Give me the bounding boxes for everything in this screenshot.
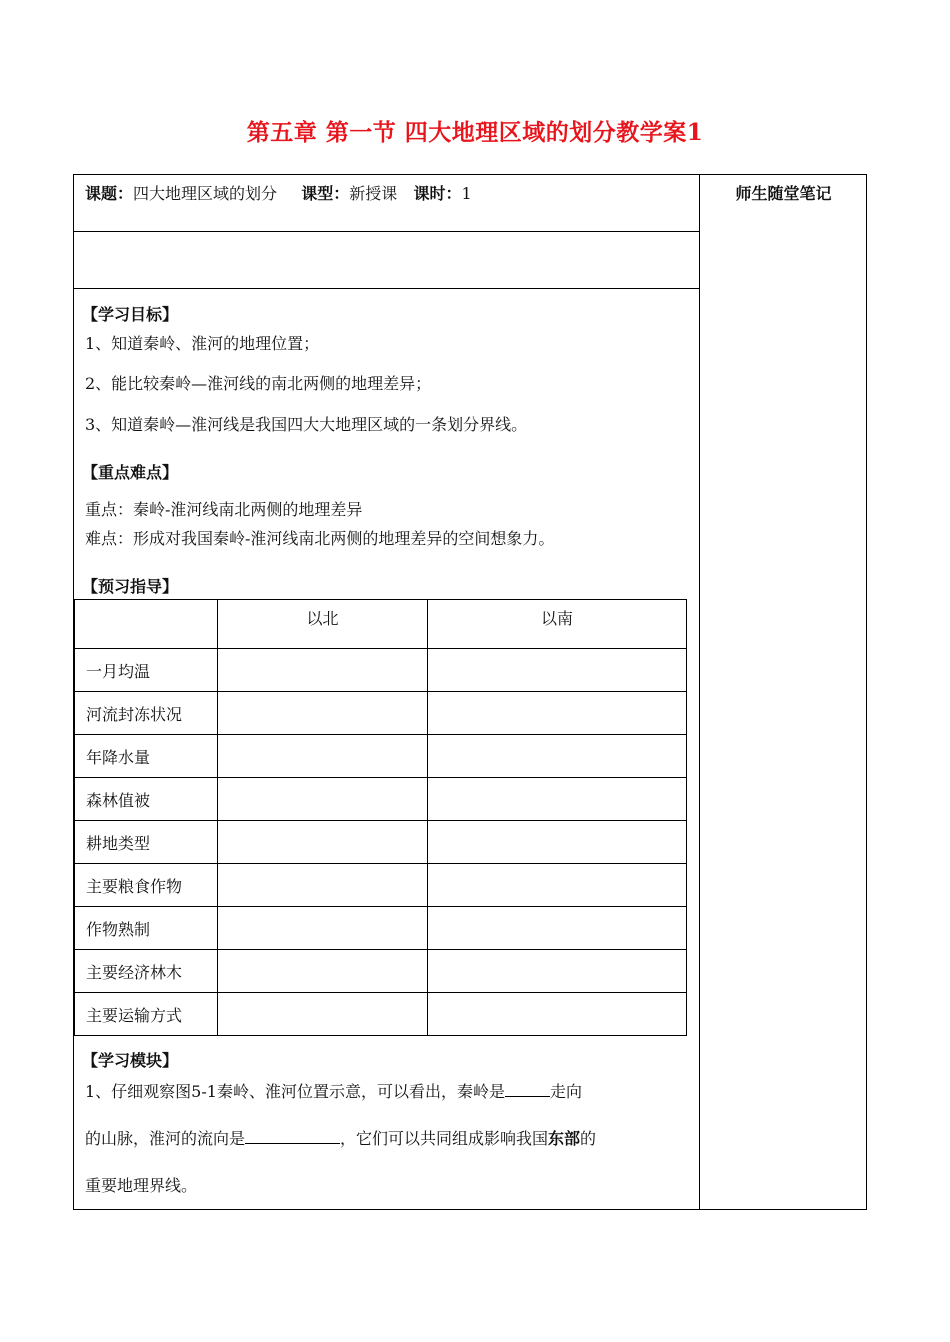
objective-item: 2、能比较秦岭—淮河线的南北两侧的地理差异； xyxy=(85,374,432,393)
question-text: 的山脉，淮河的流向是 xyxy=(85,1129,246,1148)
answer-cell[interactable] xyxy=(428,864,687,907)
row-label: 主要粮食作物 xyxy=(75,864,218,907)
question-text: 走向 xyxy=(549,1082,582,1101)
answer-cell[interactable] xyxy=(218,692,428,735)
table-row xyxy=(75,993,687,1036)
table-row xyxy=(75,778,687,821)
question-line: 重要地理界线。 xyxy=(85,1176,198,1195)
lesson-plan-table xyxy=(73,174,867,1210)
row-divider xyxy=(74,288,699,289)
question-text: 1、仔细观察图5-1秦岭、淮河位置示意，可以看出，秦岭是 xyxy=(85,1082,505,1101)
fill-blank[interactable] xyxy=(505,1080,550,1097)
answer-cell[interactable] xyxy=(428,950,687,993)
answer-cell[interactable] xyxy=(218,950,428,993)
answer-cell[interactable] xyxy=(218,821,428,864)
row-label: 年降水量 xyxy=(75,735,218,778)
answer-cell[interactable] xyxy=(428,735,687,778)
period-value: 1 xyxy=(461,184,472,203)
question-text: 的 xyxy=(580,1129,597,1148)
table-row xyxy=(75,821,687,864)
key-points-heading: 【重点难点】 xyxy=(82,463,179,482)
table-header-cell xyxy=(75,600,218,649)
row-divider xyxy=(74,231,699,232)
table-row xyxy=(75,692,687,735)
answer-cell[interactable] xyxy=(428,821,687,864)
row-label: 作物熟制 xyxy=(75,907,218,950)
row-label: 一月均温 xyxy=(75,649,218,692)
answer-cell[interactable] xyxy=(428,692,687,735)
difficult-point: 难点：形成对我国秦岭-淮河线南北两侧的地理差异的空间想象力。 xyxy=(85,529,555,548)
objective-item: 3、知道秦岭—淮河线是我国四大大地理区域的一条划分界线。 xyxy=(85,415,528,434)
type-value: 新授课 xyxy=(349,184,398,203)
table-header-row xyxy=(75,600,687,649)
table-row xyxy=(75,649,687,692)
row-label: 森林值被 xyxy=(75,778,218,821)
objectives-heading: 【学习目标】 xyxy=(82,305,179,324)
question-line xyxy=(85,1079,582,1102)
answer-cell[interactable] xyxy=(218,993,428,1036)
table-header-cell: 以北 xyxy=(218,600,428,649)
page-title: 第五章 第一节 四大地理区域的划分教学案1 xyxy=(246,119,704,146)
answer-cell[interactable] xyxy=(218,907,428,950)
topic-label: 课题： xyxy=(85,184,134,203)
module-heading: 【学习模块】 xyxy=(82,1051,179,1070)
lesson-header xyxy=(85,181,472,204)
table-row xyxy=(75,950,687,993)
answer-cell[interactable] xyxy=(218,649,428,692)
notes-column-title: 师生随堂笔记 xyxy=(735,184,832,203)
row-label: 主要经济林木 xyxy=(75,950,218,993)
column-divider xyxy=(699,175,700,1209)
table-header-cell: 以南 xyxy=(428,600,687,649)
objective-item: 1、知道秦岭、淮河的地理位置； xyxy=(85,334,320,353)
answer-cell[interactable] xyxy=(428,649,687,692)
row-label: 河流封冻状况 xyxy=(75,692,218,735)
period-label: 课时： xyxy=(413,184,462,203)
row-label: 耕地类型 xyxy=(75,821,218,864)
answer-cell[interactable] xyxy=(428,907,687,950)
key-point: 重点：秦岭-淮河线南北两侧的地理差异 xyxy=(85,500,363,519)
answer-cell[interactable] xyxy=(218,778,428,821)
question-emphasis: 东部 xyxy=(548,1129,581,1148)
comparison-table xyxy=(74,599,687,1036)
type-label: 课型： xyxy=(301,184,350,203)
answer-cell[interactable] xyxy=(428,993,687,1036)
topic-value: 四大地理区域的划分 xyxy=(133,184,278,203)
answer-cell[interactable] xyxy=(218,864,428,907)
question-text: ，它们可以共同组成影响我国 xyxy=(340,1129,549,1148)
table-row xyxy=(75,735,687,778)
answer-cell[interactable] xyxy=(428,778,687,821)
row-label: 主要运输方式 xyxy=(75,993,218,1036)
table-row xyxy=(75,864,687,907)
answer-cell[interactable] xyxy=(218,735,428,778)
fill-blank[interactable] xyxy=(245,1127,340,1144)
table-row xyxy=(75,907,687,950)
preview-heading: 【预习指导】 xyxy=(82,577,179,596)
question-line xyxy=(85,1126,596,1149)
